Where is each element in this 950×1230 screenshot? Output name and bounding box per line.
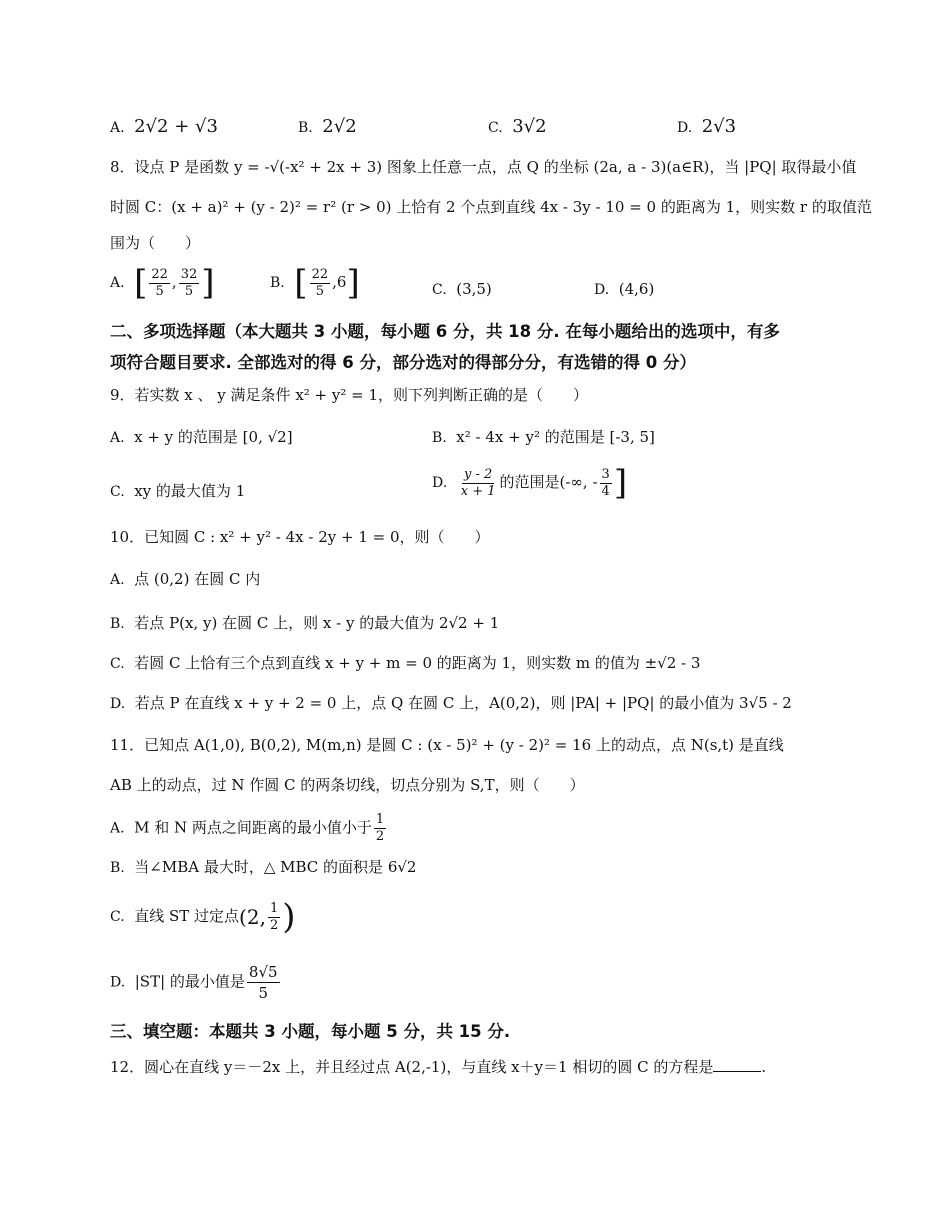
q10-option-d: D. 若点 P 在直线 x + y + 2 = 0 上，点 Q 在圆 C 上，A(0,2)，则 |PA| + |PQ| 的最小值为 3√5 - 2 bbox=[110, 694, 792, 712]
q7-option-a: A. 2√2 + √3 bbox=[110, 116, 218, 137]
fraction: $\frac{1}{2}$ bbox=[269, 900, 279, 933]
q9-option-a: A. x + y 的范围是 [0, √2] bbox=[110, 428, 293, 446]
fraction: $\frac{8√5}{5}$ bbox=[248, 963, 278, 1002]
fraction: $\frac{22}{5}$ bbox=[151, 266, 168, 299]
q11-option-d: D. |ST| 的最小值是 $\frac{8√5}{5}$ bbox=[110, 963, 278, 1002]
q7-option-c: C. 3√2 bbox=[488, 116, 547, 137]
q10-stem: 10．已知圆 C : x² + y² - 4x - 2y + 1 = 0，则（ ） bbox=[110, 528, 490, 546]
section2-heading-line2: 项符合题目要求. 全部选对的得 6 分，部分选对的得部分分，有选错的得 0 分） bbox=[110, 353, 696, 372]
q8-option-c: C. (3,5) bbox=[432, 280, 492, 298]
q9-stem: 9．若实数 x 、 y 满足条件 x² + y² = 1，则下列判断正确的是（ ） bbox=[110, 386, 589, 404]
q10-option-c: C. 若圆 C 上恰有三个点到直线 x + y + m = 0 的距离为 1，则实数 m 的值为 ±√2 - 3 bbox=[110, 654, 701, 672]
fraction: $\frac{22}{5}$ bbox=[311, 266, 329, 299]
fraction: $\frac{3}{4}$ bbox=[601, 466, 610, 499]
q8-stem-line3: 围为（ ） bbox=[110, 234, 201, 252]
q11-option-c: C. 直线 ST 过定点(2, $\frac{1}{2}$ ) bbox=[110, 897, 296, 937]
q7-option-b: B. 2√2 bbox=[298, 116, 357, 137]
q12-stem: 12．圆心在直线 y＝－2x 上，并且经过点 A(2,-1)，与直线 x＋y＝1 相切的圆 C 的方程是 . bbox=[110, 1058, 767, 1076]
q8-option-b: B. [ $\frac{22}{5}$ ,6] bbox=[270, 263, 360, 303]
q11-stem-line2: AB 上的动点，过 N 作圆 C 的两条切线，切点分别为 S,T，则（ ） bbox=[110, 776, 585, 794]
q8-option-d: D. (4,6) bbox=[594, 280, 655, 298]
q10-option-a: A. 点 (0,2) 在圆 C 内 bbox=[110, 570, 261, 588]
fraction: $\frac{32}{5}$ bbox=[180, 266, 198, 299]
q11-option-b: B. 当∠MBA 最大时，△ MBC 的面积是 6√2 bbox=[110, 858, 417, 876]
q11-option-a: A. M 和 N 两点之间距离的最小值小于 $\frac{1}{2}$ bbox=[110, 812, 385, 844]
q8-stem-line2: 时圆 C：(x + a)² + (y - 2)² = r² (r > 0) 上恰有 2 个点到直线 4x - 3y - 10 = 0 的距离为 1，则实数 r 的取值范 bbox=[110, 198, 872, 216]
fraction: $\frac{y - 2}{x + 1}$ bbox=[460, 466, 496, 499]
q7-option-d: D. 2√3 bbox=[677, 116, 737, 137]
section2-heading-line1: 二、多项选择题（本大题共 3 小题，每小题 6 分，共 18 分. 在每小题给出的选项中，有多 bbox=[110, 322, 780, 341]
q9-option-b: B. x² - 4x + y² 的范围是 [-3, 5] bbox=[432, 428, 655, 446]
q8-stem-line1: 8．设点 P 是函数 y = -√(-x² + 2x + 3) 图象上任意一点，点 Q 的坐标 (2a, a - 3)(a∈R)，当 |PQ| 取得最小值 bbox=[110, 158, 857, 176]
q9-option-d: D. $\frac{y - 2}{x + 1}$ 的范围是(-∞, - $\frac{3}{4}$ ] bbox=[432, 463, 628, 503]
fraction: $\frac{1}{2}$ bbox=[375, 812, 385, 844]
q11-stem-line1: 11．已知点 A(1,0), B(0,2), M(m,n) 是圆 C : (x - 5)² + (y - 2)² = 16 上的动点，点 N(s,t) 是直线 bbox=[110, 736, 784, 754]
q8-option-a: A. [ $\frac{22}{5}$ , $\frac{32}{5}$ ] bbox=[110, 263, 215, 303]
q10-option-b: B. 若点 P(x, y) 在圆 C 上，则 x - y 的最大值为 2√2 + 1 bbox=[110, 614, 500, 632]
answer-blank[interactable] bbox=[713, 1057, 761, 1072]
q9-option-c: C. xy 的最大值为 1 bbox=[110, 482, 246, 500]
section3-heading: 三、填空题：本题共 3 小题，每小题 5 分，共 15 分. bbox=[110, 1022, 511, 1041]
